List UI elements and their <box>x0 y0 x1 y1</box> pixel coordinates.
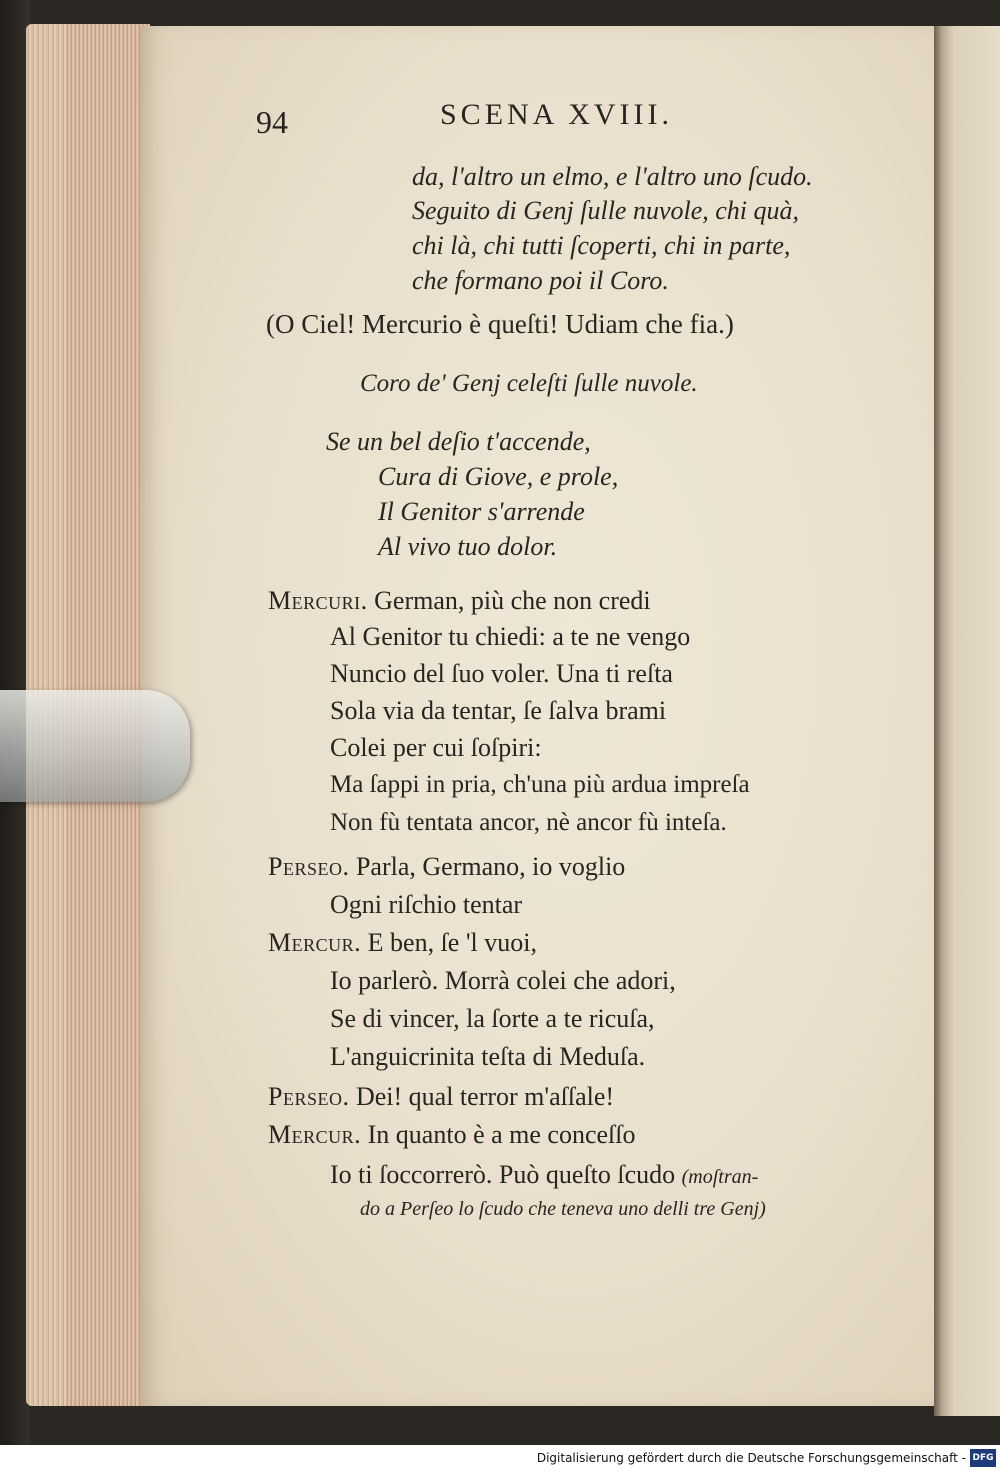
stage-direction-line: chi là, chi tutti ſcoperti, chi in parte, <box>412 231 791 260</box>
glass-page-holder <box>0 690 190 802</box>
line-text: In quanto è a me conceſſo <box>367 1120 636 1149</box>
dialogue-line <box>268 1120 635 1150</box>
stage-direction-inline: (moſtran- <box>681 1166 759 1188</box>
stage-direction-line: Seguito di Genj ſulle nuvole, chi quà, <box>412 196 800 225</box>
speaker-name: Mercur. <box>268 1120 362 1149</box>
line-text: E ben, ſe 'l vuoi, <box>367 928 537 957</box>
dialogue-line <box>268 1082 614 1112</box>
page-number: 94 <box>256 104 288 140</box>
verse-line: Ma ſappi in pria, ch'una più ardua impreſa <box>330 771 750 798</box>
line-text: Dei! qual terror m'aſſale! <box>355 1082 615 1111</box>
running-head: SCENA XVIII. <box>440 98 673 131</box>
stage-direction-line: da, l'altro un elmo, e l'altro uno ſcudo. <box>412 162 813 191</box>
speaker-name: Perseo. <box>268 852 350 881</box>
verse-line: L'anguicrinita teſta di Meduſa. <box>330 1042 646 1071</box>
speaker-name: Mercur. <box>268 928 362 957</box>
chorus-line: Al vivo tuo dolor. <box>378 532 558 561</box>
verse-line: Io parlerò. Morrà colei che adori, <box>330 966 676 995</box>
chorus-line: Se un bel deſio t'accende, <box>326 427 591 456</box>
verse-line: Nuncio del ſuo voler. Una ti reſta <box>330 659 673 688</box>
dialogue-line <box>268 852 625 882</box>
verse-line: Al Genitor tu chiedi: a te ne vengo <box>330 622 691 651</box>
stage-direction-line: che formano poi il Coro. <box>412 266 669 295</box>
verse-line: (O Ciel! Mercurio è queſti! Udiam che fia.) <box>266 309 734 339</box>
dialogue-line <box>330 1160 758 1190</box>
verse-line: Sola via da tentar, ſe ſalva brami <box>330 696 667 725</box>
speaker-name: Perseo. <box>268 1082 350 1111</box>
chorus-line: Il Genitor s'arrende <box>378 497 585 526</box>
line-text: Io ti ſoccorrerò. Può queſto ſcudo <box>330 1160 676 1189</box>
line-text: Parla, Germano, io voglio <box>355 852 626 881</box>
dfg-logo: DFG <box>970 1449 996 1467</box>
verse-line: Colei per cui ſoſpiri: <box>330 733 542 762</box>
scan-background-top <box>0 0 1000 28</box>
chorus-heading: Coro de' Genj celeſti ſulle nuvole. <box>360 370 698 397</box>
verse-line: Non fù tentata ancor, nè ancor fù inteſa. <box>330 809 727 836</box>
chorus-line: Cura di Giove, e prole, <box>378 462 619 491</box>
verse-line: Ogni riſchio tentar <box>330 890 523 919</box>
stage-direction-line: do a Perſeo lo ſcudo che teneva uno delli tre Genj) <box>360 1198 766 1220</box>
verse-line: Se di vincer, la ſorte a te ricuſa, <box>330 1004 655 1033</box>
facing-page-edge <box>934 26 1000 1416</box>
speaker-name: Mercuri. <box>268 586 368 615</box>
dialogue-line <box>268 586 651 616</box>
dialogue-line <box>268 928 537 958</box>
line-text: German, più che non credi <box>374 586 651 615</box>
footer-credit: Digitalisierung gefördert durch die Deutsche Forschungsgemeinschaft - <box>536 1451 966 1465</box>
